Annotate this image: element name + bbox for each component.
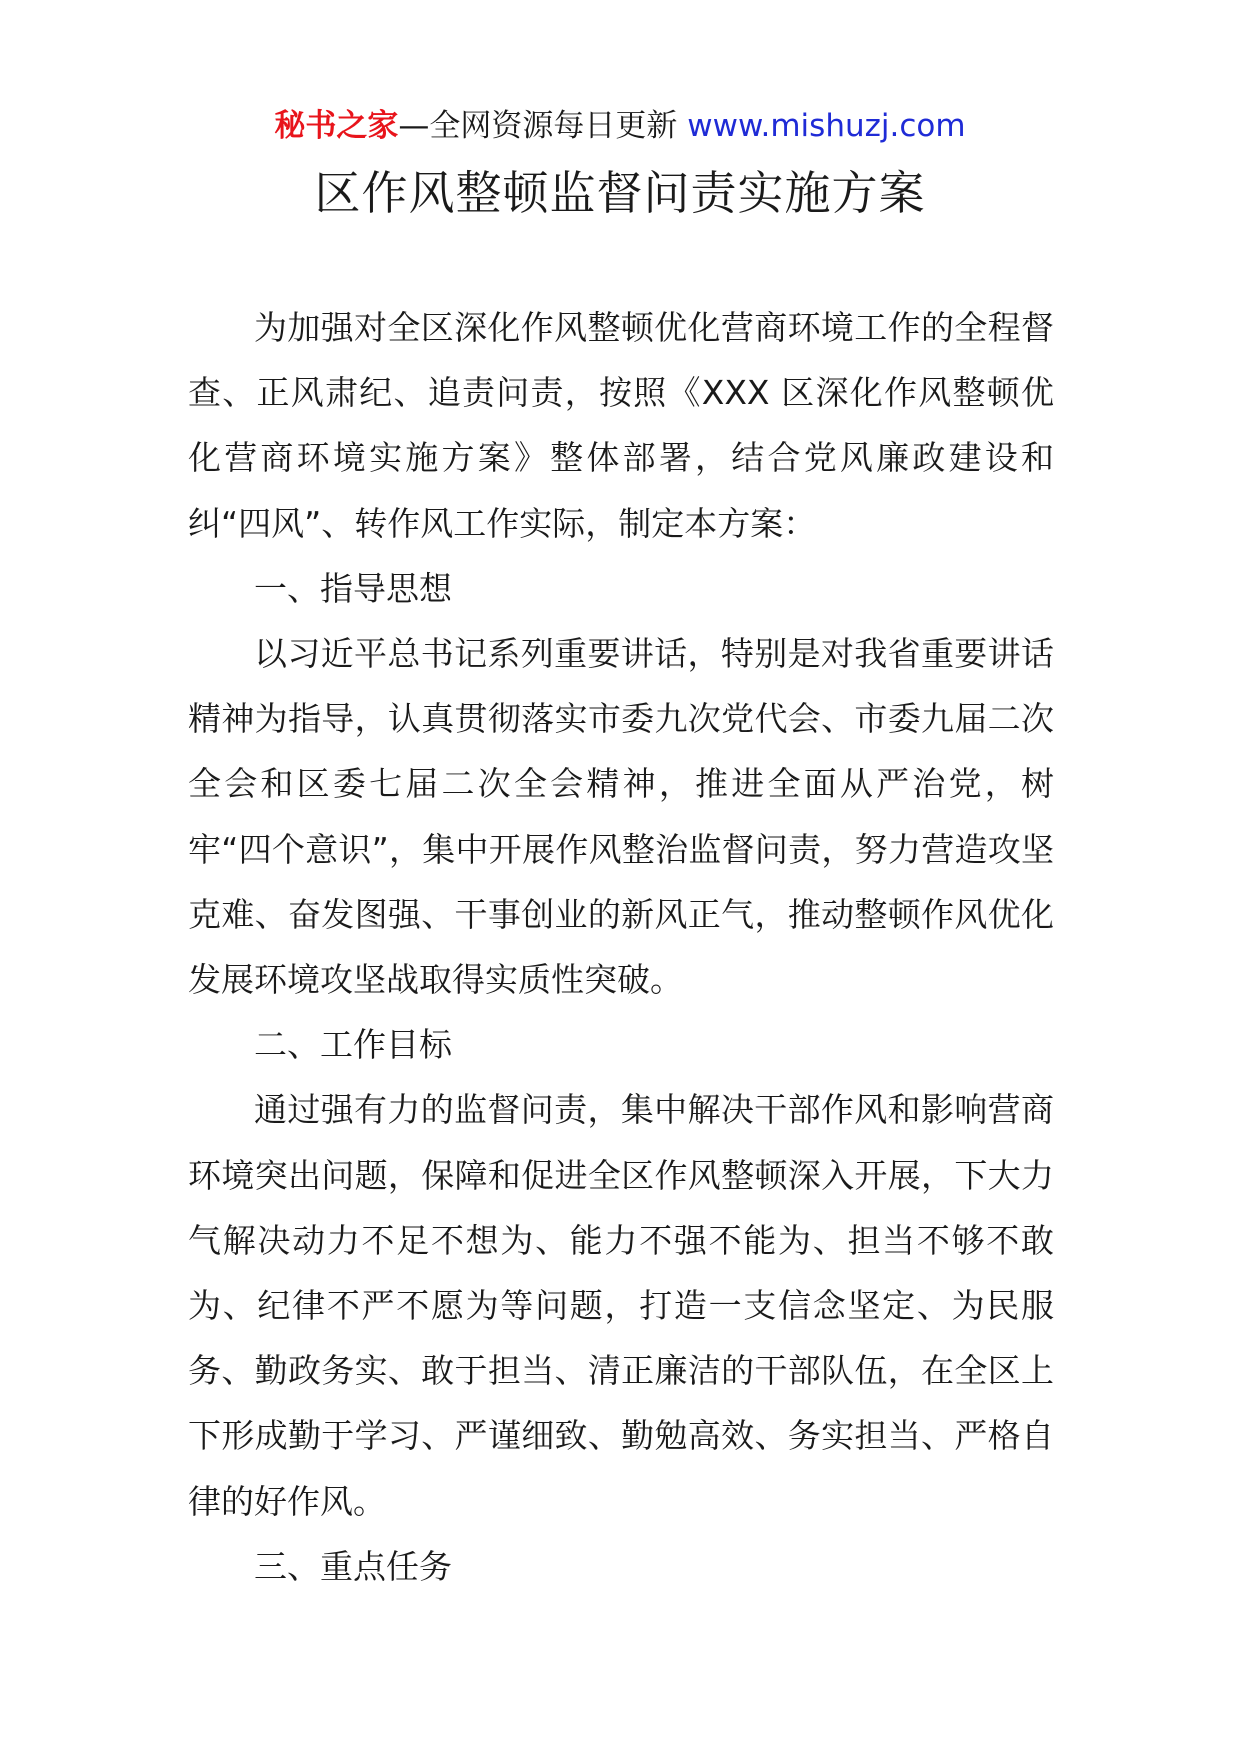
banner-site-link[interactable]: www.mishuzj.com [687,108,966,144]
section-heading-work-goals: 二、工作目标 [254,1025,452,1065]
section-heading-key-tasks: 三、重点任务 [254,1546,452,1586]
site-banner [0,104,1240,148]
intro-paragraph: 为加强对全区深化作风整顿优化营商环境工作的全程督查、正风肃纪、追责问责，按照《XXX 区深化作风整顿优化营商环境实施方案》整体部署，结合党风廉政建设和纠“四风”、转作风工作实际，制定本方案： [188,308,1054,543]
document-body [188,295,1054,1599]
document-title: 区作风整顿监督问责实施方案 [314,166,926,220]
section-paragraph-guiding-ideology: 以习近平总书记系列重要讲话，特别是对我省重要讲话精神为指导，认真贯彻落实市委九次党代会、市委九届二次全会和区委七届二次全会精神，推进全面从严治党，树牢“四个意识”，集中开展作风整治监督问责，努力营造攻坚克难、奋发图强、干事创业的新风正气，推动整顿作风优化发展环境攻坚战取得实质性突破。 [188,634,1054,1000]
section-paragraph-work-goals: 通过强有力的监督问责，集中解决干部作风和影响营商环境突出问题，保障和促进全区作风整顿深入开展，下大力气解决动力不足不想为、能力不强不能为、担当不够不敢为、纪律不严不愿为等问题，打造一支信念坚定、为民服务、勤政务实、敢于担当、清正廉洁的干部队伍，在全区上下形成勤于学习、严谨细致、勤勉高效、务实担当、严格自律的好作风。 [188,1090,1054,1521]
section-heading-guiding-ideology: 一、指导思想 [254,568,452,608]
banner-tagline: —全网资源每日更新 [398,108,688,144]
banner-brand: 秘书之家 [274,108,399,144]
